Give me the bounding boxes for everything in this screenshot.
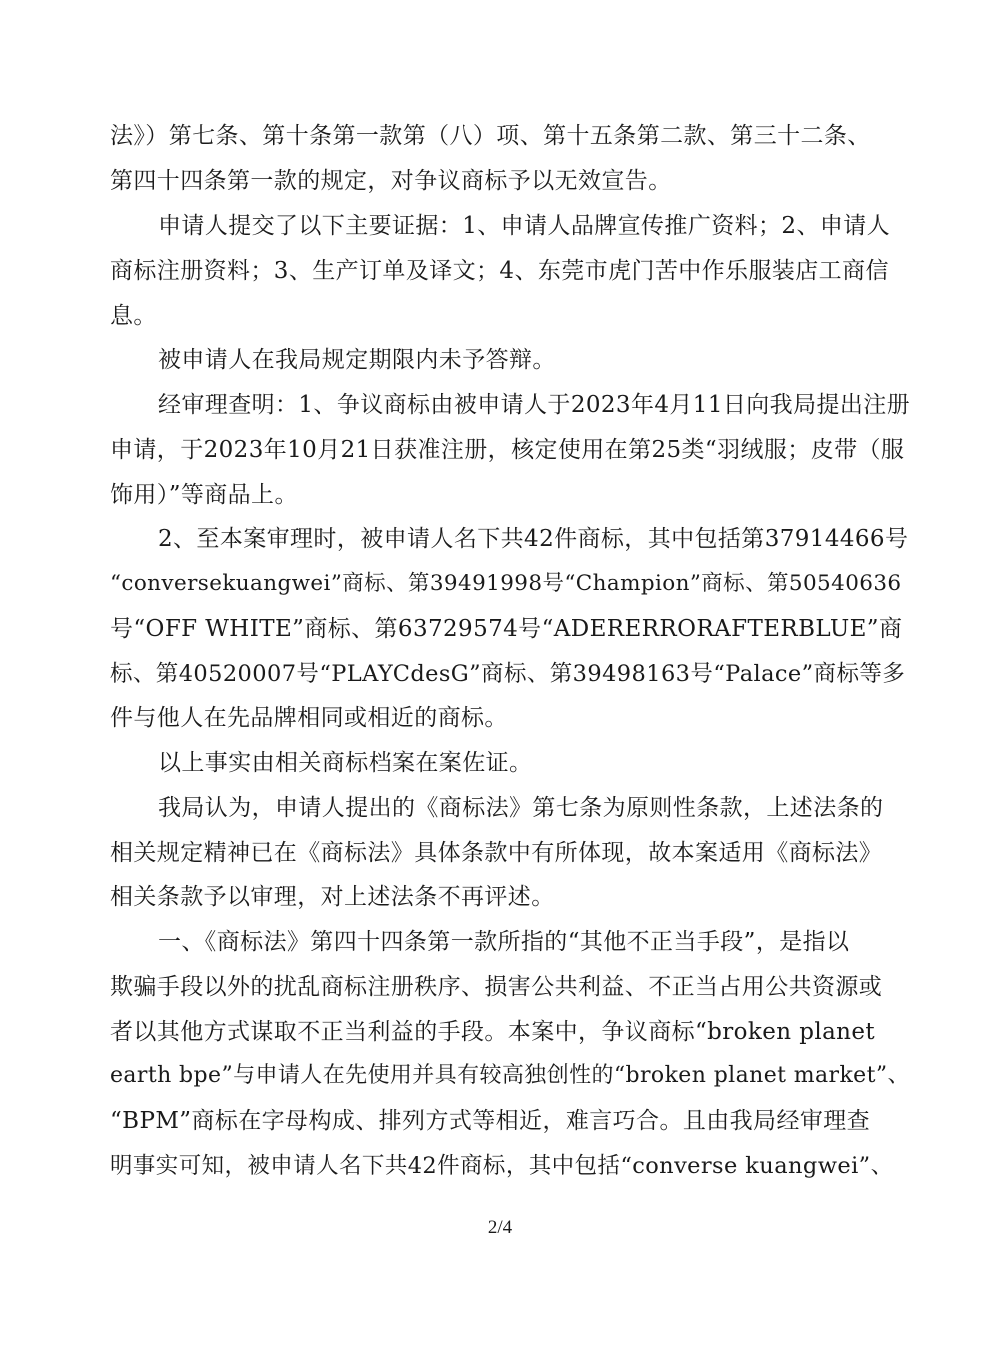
text-line: earth bpe”与申请人在先使用并具有较高独创性的“broken planet market”、 — [110, 1063, 910, 1088]
text-line: 息。 — [110, 303, 157, 329]
text-line: 相关规定精神已在《商标法》具体条款中有所体现，故本案适用《商标法》 — [110, 840, 883, 866]
text-line: “conversekuangwei”商标、第39491998号“Champion”商标、第50540636 — [110, 571, 902, 596]
text-line: 欺骗手段以外的扰乱商标注册秩序、损害公共利益、不正当占用公共资源或 — [110, 974, 883, 1000]
text-line: 件与他人在先品牌相同或相近的商标。 — [110, 705, 508, 731]
text-line: 一、《商标法》第四十四条第一款所指的“其他不正当手段”，是指以 — [158, 929, 850, 955]
text-line: 经审理查明：1、争议商标由被申请人于2023年4月11日向我局提出注册 — [158, 392, 911, 418]
text-line: 商标注册资料；3、生产订单及译文；4、东莞市虎门苦中作乐服装店工商信 — [110, 258, 889, 284]
text-line: 被申请人在我局规定期限内未予答辩。 — [158, 347, 556, 373]
text-line: 2、至本案审理时，被申请人名下共42件商标，其中包括第37914466号 — [158, 526, 909, 552]
text-line: 明事实可知，被申请人名下共42件商标，其中包括“converse kuangwei”、 — [110, 1153, 894, 1179]
text-line: 法》）第七条、第十条第一款第（八）项、第十五条第二款、第三十二条、 — [110, 123, 871, 149]
page-number: 2/4 — [487, 1217, 513, 1238]
text-line: 者以其他方式谋取不正当利益的手段。本案中，争议商标“broken planet — [110, 1019, 876, 1045]
text-line: 饰用）”等商品上。 — [110, 482, 298, 508]
text-line: 相关条款予以审理，对上述法条不再评述。 — [110, 884, 555, 910]
text-line: 以上事实由相关商标档案在案佐证。 — [158, 750, 533, 776]
text-line: 标、第40520007号“PLAYCdesG”商标、第39498163号“Palace”商标等多 — [110, 661, 906, 687]
text-line: 我局认为，申请人提出的《商标法》第七条为原则性条款，上述法条的 — [158, 795, 884, 821]
text-line: 第四十四条第一款的规定，对争议商标予以无效宣告。 — [110, 168, 672, 194]
text-line: 申请，于2023年10月21日获准注册，核定使用在第25类“羽绒服；皮带（服 — [110, 437, 905, 463]
text-line: “BPM”商标在字母构成、排列方式等相近，难言巧合。且由我局经审理查 — [110, 1108, 871, 1134]
text-line: 号“OFF WHITE”商标、第63729574号“ADERERRORAFTERBLUE”商 — [110, 616, 903, 642]
text-line: 申请人提交了以下主要证据：1、申请人品牌宣传推广资料；2、申请人 — [158, 213, 891, 239]
